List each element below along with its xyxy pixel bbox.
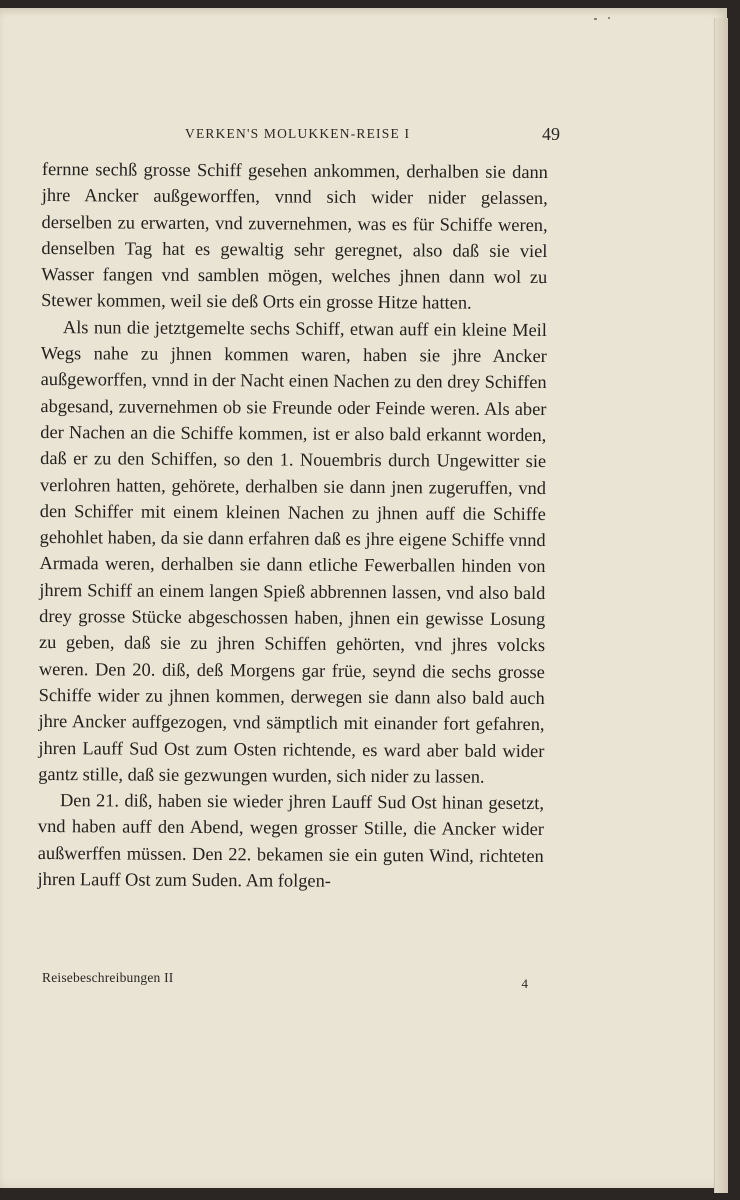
- paragraph: Als nun die jetztgemelte sechs Schiff, etwan auff ein kleine Meil Wegs nahe zu jhnen kommen waren, haben sie jhre Ancker außgeworffen, vnnd in der Nacht einen Nachen zu den drey Schiffen abgesand, zuvernehmen ob sie Freunde oder Feinde weren. Als aber der Nachen an die Schiffe kommen, ist er also bald erkannt worden, daß er zu den Schiffen, so den 1. Nouembris durch Ungewitter sie verlohren hatten, gehörete, derhalben sie dann jnen zugeruffen, vnd den Schiffer mit einem kleinen Nachen zu jhnen auff die Schiffe gehohlet haben, da sie dann erfahren daß es jhre eigene Schiffe vnnd Armada weren, derhalben sie dann etliche Fewerballen hinden von jhrem Schiff an einem langen Spieß abbrennen lassen, vnd also bald drey grosse Stücke abgeschossen haben, jhnen ein gewisse Losung zu geben, daß sie zu jhren Schiffen gehörten, vnd jhres volcks weren. Den 20. diß, deß Morgens gar früe, seynd die sechs grosse Schiffe wider zu jhnen kommen, derwegen sie dann also bald auch jhre Ancker auffgezogen, vnd sämptlich mit einander fort gefahren, jhren Lauff Sud Ost zum Osten richtende, es ward aber bald wider gantz stille, daß sie gezwungen wurden, sich nider zu lassen.: [38, 316, 548, 787]
- footer-title: Reisebeschreibungen II: [42, 970, 174, 985]
- running-title: VERKEN'S MOLUKKEN-REISE I: [185, 126, 411, 141]
- page-edge: [714, 18, 728, 1193]
- page-number: 49: [542, 124, 560, 144]
- paragraph: Den 21. diß, haben sie wieder jhren Lauff Sud Ost hinan gesetzt, vnd haben auff den Abend, wegen grosser Stille, die Ancker wider außwerffen müssen. Den 22. bekamen sie ein guten Wind, richteten jhren Lauff Ost zum Suden. Am folgen-: [37, 790, 545, 891]
- paragraph: fernne sechß grosse Schiff gesehen ankommen, derhalben sie dann jhre Ancker außgeworffen, vnnd sich wider nider gelassen, derselben zu erwarten, vnd zuvernehmen, was es für Schiffe weren, denselben Tag hat es gewaltig sehr geregnet, also daß sie viel Wasser fangen vnd samblen mögen, welches jhnen dann wol zu Stewer kommen, weil sie deß Orts ein grosse Hitze hatten.: [41, 158, 548, 314]
- book-page: [0, 8, 727, 1188]
- page-footer: [42, 970, 528, 990]
- page-header: [185, 124, 560, 148]
- specks: [594, 18, 597, 20]
- body-text: [38, 156, 548, 895]
- signature-mark: 4: [521, 976, 528, 991]
- specks: [608, 17, 610, 19]
